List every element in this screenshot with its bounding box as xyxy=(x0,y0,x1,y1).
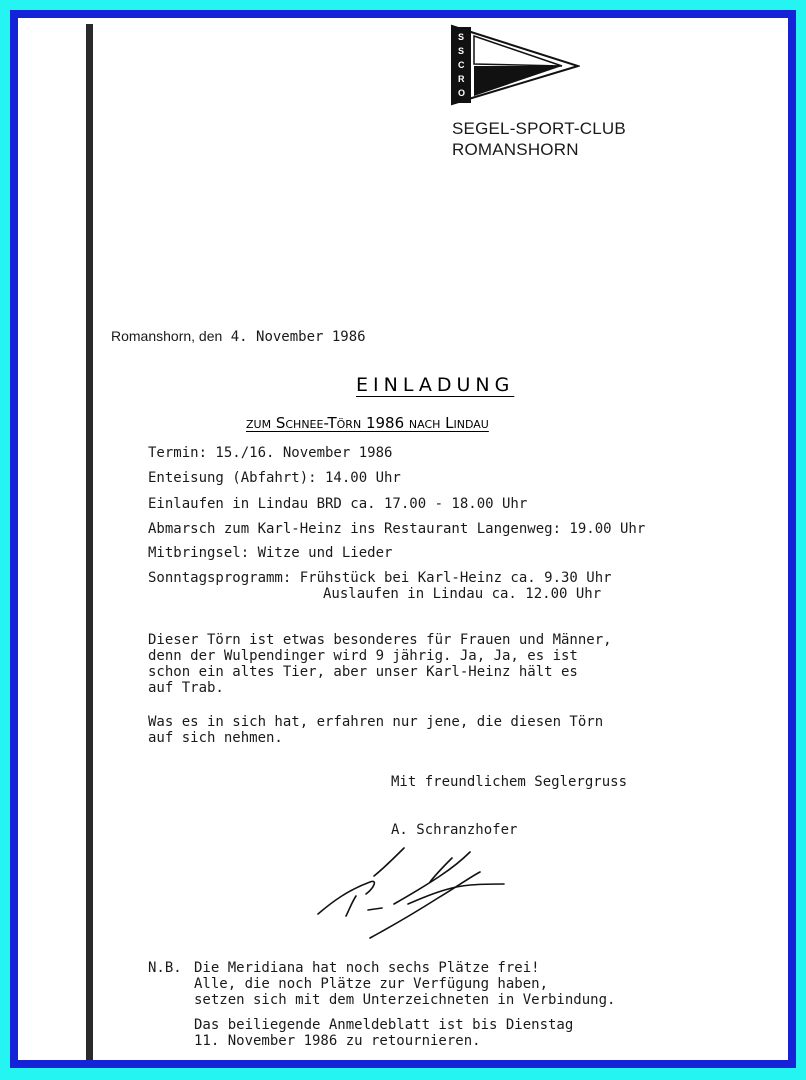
paragraph-1-line: auf Trab. xyxy=(148,680,224,696)
svg-text:C: C xyxy=(458,60,465,70)
letter-page xyxy=(18,18,788,1060)
program-einlaufen: Einlaufen in Lindau BRD ca. 17.00 - 18.00 Uhr xyxy=(148,496,528,512)
date-place: Romanshorn, den xyxy=(111,328,223,344)
nb-line: Das beiliegende Anmeldeblatt ist bis Dienstag xyxy=(194,1017,574,1033)
signer-name: A. Schranzhofer xyxy=(391,822,518,838)
club-name-line2: ROMANSHORN xyxy=(452,140,579,159)
svg-text:S: S xyxy=(458,46,465,56)
svg-text:O: O xyxy=(458,88,466,98)
closing-greeting: Mit freundlichem Seglergruss xyxy=(391,774,628,790)
svg-text:R: R xyxy=(458,74,465,84)
program-termin: Termin: 15./16. November 1986 xyxy=(148,445,393,461)
club-name xyxy=(452,118,626,160)
letter-title: EINLADUNG xyxy=(356,374,515,396)
nb-line: Alle, die noch Plätze zur Verfügung haben, xyxy=(194,976,549,992)
letter-subtitle: zum Schnee-Törn 1986 nach Lindau xyxy=(246,414,489,432)
nb-label: N.B. xyxy=(148,960,182,976)
club-logo xyxy=(450,24,580,106)
date-line xyxy=(111,328,366,345)
paragraph-1-line: schon ein altes Tier, aber unser Karl-Heinz hält es xyxy=(148,664,578,680)
binding-bar xyxy=(86,24,93,1060)
program-mitbringsel: Mitbringsel: Witze und Lieder xyxy=(148,545,393,561)
paragraph-1-line: Dieser Törn ist etwas besonderes für Frauen und Männer, xyxy=(148,632,612,648)
paragraph-2-line: Was es in sich hat, erfahren nur jene, die diesen Törn xyxy=(148,714,604,730)
club-name-line1: SEGEL-SPORT-CLUB xyxy=(452,119,626,138)
nb-line: 11. November 1986 zu retournieren. xyxy=(194,1033,481,1049)
program-sonntag: Sonntagsprogramm: Frühstück bei Karl-Heinz ca. 9.30 Uhr xyxy=(148,570,612,586)
nb-line: setzen sich mit dem Unterzeichneten in Verbindung. xyxy=(194,992,616,1008)
program-enteisung: Enteisung (Abfahrt): 14.00 Uhr xyxy=(148,470,401,486)
paragraph-1-line: denn der Wulpendinger wird 9 jährig. Ja, Ja, es ist xyxy=(148,648,578,664)
date-value: 4. November 1986 xyxy=(222,329,366,345)
program-sonntag-2: Auslaufen in Lindau ca. 12.00 Uhr xyxy=(323,586,602,602)
program-abmarsch: Abmarsch zum Karl-Heinz ins Restaurant Langenweg: 19.00 Uhr xyxy=(148,521,646,537)
svg-text:S: S xyxy=(458,32,465,42)
handwritten-signature xyxy=(312,838,512,950)
paragraph-2-line: auf sich nehmen. xyxy=(148,730,283,746)
nb-line: Die Meridiana hat noch sechs Plätze frei! xyxy=(194,960,540,976)
